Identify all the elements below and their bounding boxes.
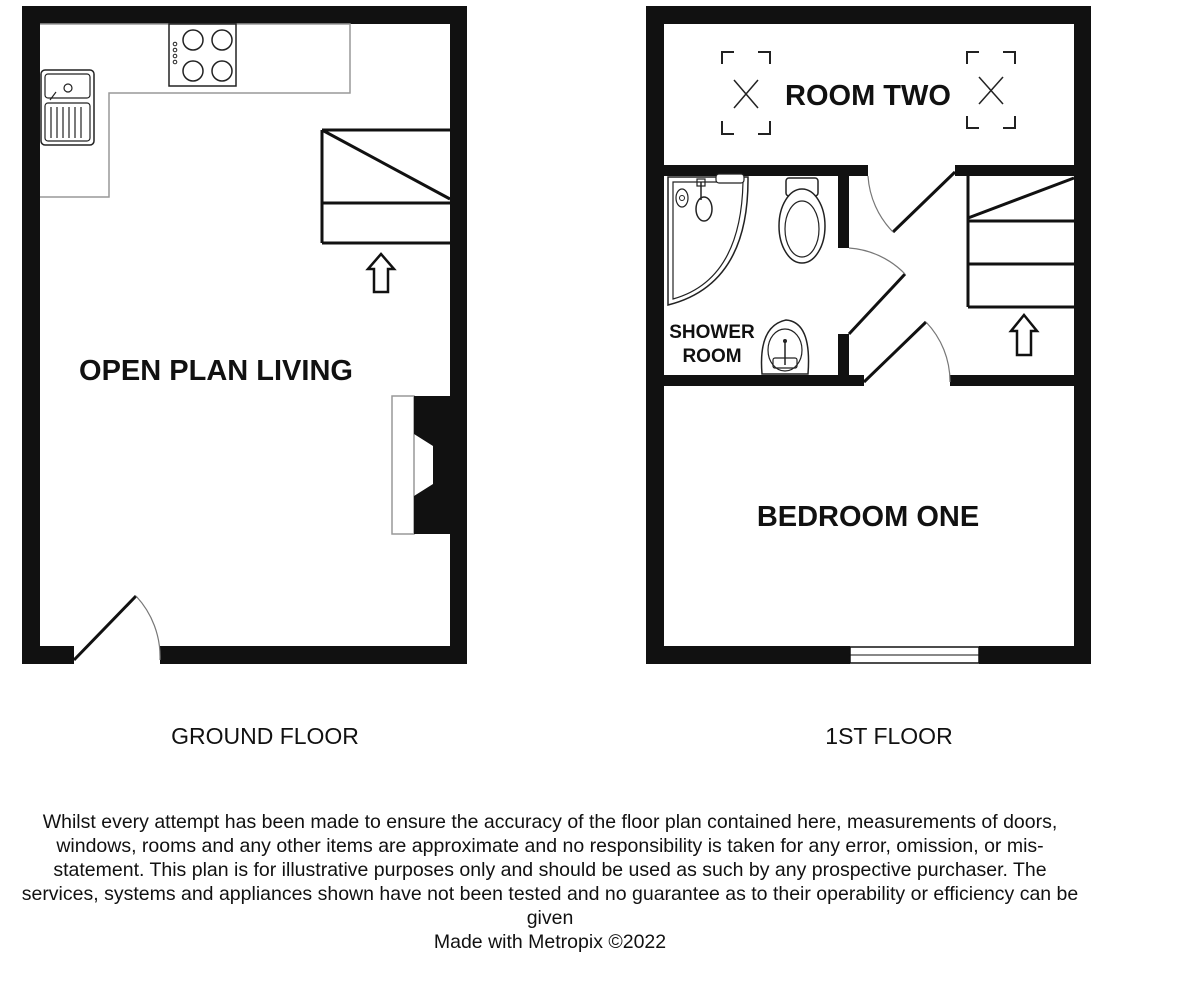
ground-south-wall-right (160, 646, 467, 664)
first-south-wall-right (979, 646, 1091, 664)
ground-north-wall (22, 6, 467, 24)
landing-west-wall-upper (838, 176, 849, 248)
bedroom-window (850, 647, 979, 663)
skylight-left-icon (722, 52, 770, 134)
first-west-wall (646, 6, 664, 664)
bedroom-one-door (864, 322, 950, 382)
room-label-bedroom-one: BEDROOM ONE (756, 501, 980, 533)
stair-north-wall (955, 165, 1074, 176)
fireplace (392, 396, 452, 534)
first-floor-plan (646, 6, 1091, 749)
shower-tray-icon (668, 174, 748, 305)
ground-east-wall (450, 6, 467, 664)
ground-staircase (322, 130, 450, 243)
room-label-shower-line1: SHOWER (669, 322, 755, 343)
shower-room-door (849, 248, 905, 334)
ground-floor-caption: GROUND FLOOR (171, 723, 359, 749)
first-north-wall (646, 6, 1091, 24)
disclaimer-block (20, 810, 1080, 954)
room-label-room-two: ROOM TWO (785, 80, 951, 112)
entrance-door (74, 596, 160, 660)
wash-basin-icon (762, 320, 809, 374)
skylight-right-icon (967, 52, 1015, 128)
disclaimer-text: Whilst every attempt has been made to ensure the accuracy of the floor plan contained here, measurements of doors, windows, rooms and any other items are approximate and no responsibility is taken for any error, omission, or mis-statement. This plan is for illustrative purposes only and should be used as such by any prospective purchaser. The services, systems and appliances shown have not been tested and no guarantee as to their operability or efficiency can be given (21, 811, 1079, 929)
hob-icon (169, 24, 236, 86)
stair-down-arrow-icon (1011, 315, 1037, 355)
room-label-shower-line2: ROOM (682, 346, 742, 367)
first-east-wall (1074, 6, 1091, 664)
bedroom-north-wall (950, 375, 1074, 386)
room-two-door (868, 172, 955, 232)
shower-north-wall (664, 165, 868, 176)
metropix-credit: Made with Metropix ©2022 (433, 931, 667, 953)
ground-floor-plan (22, 6, 467, 749)
first-floor-caption: 1ST FLOOR (825, 723, 953, 749)
kitchen-sink-icon (41, 70, 94, 145)
ground-south-wall-left (22, 646, 74, 664)
stair-up-arrow-icon (368, 254, 394, 292)
ground-west-wall (22, 6, 40, 664)
room-label-open-plan-living: OPEN PLAN LIVING (79, 355, 353, 387)
toilet-icon (779, 178, 825, 263)
first-south-wall-left (646, 646, 850, 664)
shower-south-wall (664, 375, 864, 386)
first-staircase (968, 176, 1074, 307)
